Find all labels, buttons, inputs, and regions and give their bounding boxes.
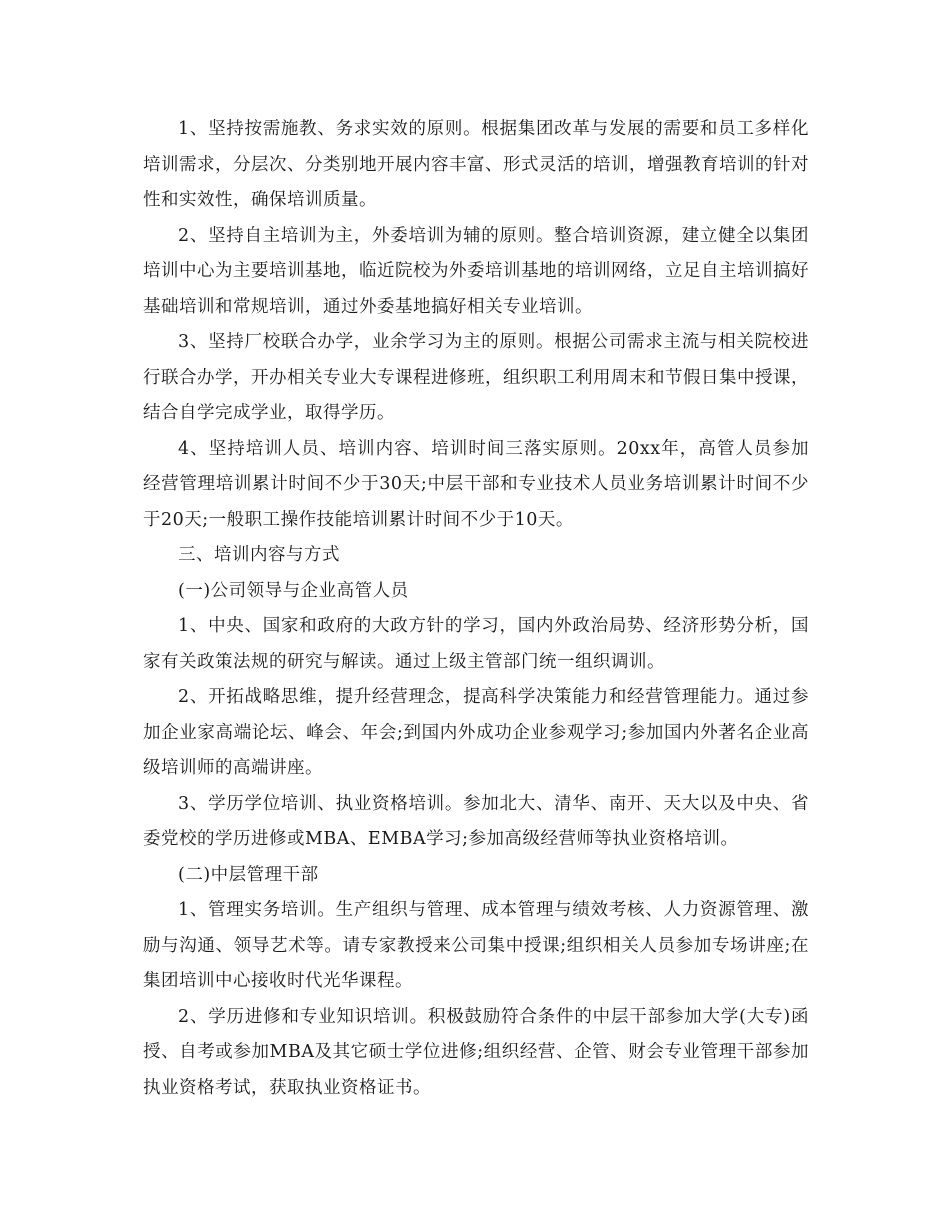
paragraph-middle-managers-1: 1、管理实务培训。生产组织与管理、成本管理与绩效考核、人力资源管理、激励与沟通、领导艺术等。请专家教授来公司集中授课;组织相关人员参加专场讲座;在集团培训中心接收时代光华课程。	[143, 900, 809, 991]
paragraph-principle-2: 2、坚持自主培训为主，外委培训为辅的原则。整合培训资源，建立健全以集团培训中心为主要培训基地，临近院校为外委培训基地的培训网络，立足自主培训搞好基础培训和常规培训，通过外委基地搞好相关专业培训。	[143, 225, 809, 317]
subsection-heading-middle-managers: (二)中层管理干部	[178, 864, 319, 885]
paragraph-executives-2: 2、开拓战略思维，提升经营理念，提高科学决策能力和经营管理能力。通过参加企业家高端论坛、峰会、年会;到国内外成功企业参观学习;参加国内外著名企业高级培训师的高端讲座。	[143, 687, 809, 778]
paragraph-principle-3: 3、坚持厂校联合办学，业余学习为主的原则。根据公司需求主流与相关院校进行联合办学，开办相关专业大专课程进修班，组织职工利用周末和节假日集中授课，结合自学完成学业，取得学历。	[143, 332, 809, 423]
subsection-heading-executives: (一)公司领导与企业高管人员	[178, 580, 409, 601]
paragraph-middle-managers-2: 2、学历进修和专业知识培训。积极鼓励符合条件的中层干部参加大学(大专)函授、自考或参加MBA及其它硕士学位进修;组织经营、企管、财会专业管理干部参加执业资格考试，获取执业资格证书。	[143, 1006, 809, 1098]
paragraph-executives-3: 3、学历学位培训、执业资格培训。参加北大、清华、南开、天大以及中央、省委党校的学历进修或MBA、EMBA学习;参加高级经营师等执业资格培训。	[143, 793, 809, 849]
paragraph-principle-1: 1、坚持按需施教、务求实效的原则。根据集团改革与发展的需要和员工多样化培训需求，分层次、分类别地开展内容丰富、形式灵活的培训，增强教育培训的针对性和实效性，确保培训质量。	[143, 119, 809, 210]
document-body	[143, 112, 809, 1106]
section-heading-training-content: 三、培训内容与方式	[178, 545, 340, 565]
paragraph-principle-4: 4、坚持培训人员、培训内容、培训时间三落实原则。20xx年，高管人员参加经营管理培训累计时间不少于30天;中层干部和专业技术人员业务培训累计时间不少于20天;一般职工操作技能培训累计时间不少于10天。	[143, 438, 809, 530]
paragraph-executives-1: 1、中央、国家和政府的大政方针的学习，国内外政治局势、经济形势分析，国家有关政策法规的研究与解读。通过上级主管部门统一组织调训。	[143, 616, 809, 672]
